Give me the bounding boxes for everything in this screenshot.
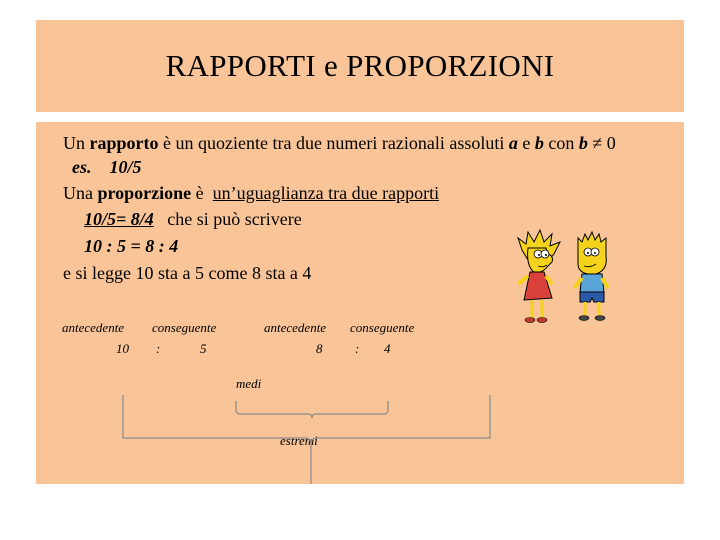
bart-simpson-icon bbox=[574, 232, 608, 321]
reading-line: e si legge 10 sta a 5 come 8 sta a 4 bbox=[63, 263, 312, 283]
lisa-simpson-icon bbox=[518, 230, 560, 323]
proporzione-definition: Una proporzione è un’uguaglianza tra due rapporti bbox=[63, 183, 440, 203]
value-10: 10 bbox=[116, 341, 129, 356]
label-estremi: estremi bbox=[280, 433, 318, 448]
colon-1: : bbox=[156, 341, 161, 356]
label-conseguente-2: conseguente bbox=[350, 320, 415, 335]
page-title: RAPPORTI e PROPORZIONI bbox=[165, 48, 555, 83]
label-conseguente-1: conseguente bbox=[152, 320, 217, 335]
colon-2: : bbox=[355, 341, 360, 356]
label-antecedente-1: antecedente bbox=[62, 320, 125, 335]
estremi-brace bbox=[123, 395, 490, 444]
ratio-equality: 10 : 5 = 8 : 4 bbox=[84, 236, 179, 256]
fraction-equality: 10/5= 8/4 che si può scrivere bbox=[84, 209, 302, 229]
value-8: 8 bbox=[316, 341, 323, 356]
value-5: 5 bbox=[200, 341, 207, 356]
rapporto-definition: Un rapporto è un quoziente tra due numeri razionali assoluti a e b con b ≠ 0 bbox=[63, 133, 616, 153]
label-medi: medi bbox=[236, 376, 262, 391]
value-4: 4 bbox=[384, 341, 391, 356]
label-antecedente-2: antecedente bbox=[264, 320, 327, 335]
example-line: es. 10/5 bbox=[72, 157, 142, 177]
characters-illustration bbox=[508, 226, 620, 326]
medi-brace bbox=[236, 401, 388, 418]
